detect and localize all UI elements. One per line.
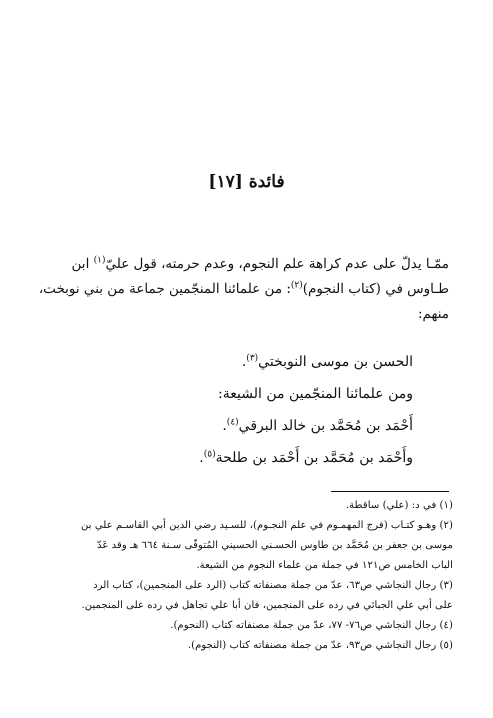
list-item-text: ومن علمائنا المنجّمين من الشيعة: xyxy=(218,386,413,402)
footnote-line: (٤) رجال النجاشي ص٧٦- ٧٧، عدّ من جملة مصنفاته كتاب (النجوم). xyxy=(170,620,453,631)
main-paragraph xyxy=(37,252,449,327)
paragraph-line-2 xyxy=(37,277,449,302)
list-item-tail: . xyxy=(241,354,247,370)
footnote-line: على أبي علي الجبائي في رده على المنجمين، فان أبا علي تجاهل في رده على المنجمين. xyxy=(81,600,453,611)
paragraph-line-3: منهم: xyxy=(417,306,449,322)
list-item xyxy=(33,346,413,378)
list-item xyxy=(33,378,413,410)
footnote-2 xyxy=(33,516,453,576)
footnote-ref-5: (٥) xyxy=(203,449,216,460)
astronomers-list xyxy=(33,346,413,474)
footnote-line: (٣) رجال النجاشي ص٦٣، عدّ من جملة مصنفاته كتاب (الرد على المنجمين)، كتاب الرد xyxy=(93,580,453,591)
footnote-line: الباب الخامس ص١٢١ في جملة من علماء النجوم من الشيعة. xyxy=(196,560,453,571)
footnote-divider xyxy=(331,491,449,492)
page-title: فائدة [١٧] xyxy=(208,172,285,192)
list-item-text: أَحْمَد بن مُحَمَّد بن خالد البرقي xyxy=(238,418,413,434)
list-item-text: وأَحْمَد بن مُحَمَّد بن أَحْمَد بن طلحة xyxy=(215,450,413,466)
footnote-ref-3: (٣) xyxy=(246,353,259,364)
list-item-text: الحسن بن موسى النوبختي xyxy=(258,354,413,370)
footnotes xyxy=(33,496,453,656)
footnote-5 xyxy=(33,636,453,656)
footnote-line: موسى بن جعفر بن مُحَمَّد بن طاوس الحسـني الحسيني المُتوفّى سـنة ٦٦٤ هـ وقد عَدّ xyxy=(97,540,453,551)
list-item xyxy=(33,410,413,442)
footnote-3 xyxy=(33,576,453,616)
paragraph-line-2-text: طـاوس في (كتاب النجوم) xyxy=(302,281,449,297)
footnote-ref-2: (٢) xyxy=(290,280,303,291)
footnote-line: (١) في د: (علي) ساقطة. xyxy=(345,500,453,511)
footnote-line: (٥) رجال النجاشي ص٩٣، عدّ من جملة مصنفاته كتاب (النجوم). xyxy=(187,640,453,651)
footnote-1 xyxy=(33,496,453,516)
paragraph-line-1-text: ممّـا يدلّ على عدم كراهة علم النجوم، وعدم حرمته، قول عليّ xyxy=(105,256,449,272)
list-item-tail: . xyxy=(199,450,204,466)
paragraph-line-1 xyxy=(37,252,449,277)
footnote-ref-1: (١) xyxy=(93,255,106,266)
paragraph-line-2-tail: : من علمائنا المنجّمين جماعة من بني نوبخت، xyxy=(38,281,291,297)
footnote-line: (٢) وهـو كتـاب (فرج المهمـوم في علم النجـوم)، للسـيد رضي الدين أبي القاسـم علي بن xyxy=(80,520,453,531)
paragraph-line-1-tail: ابن xyxy=(71,256,94,272)
footnote-ref-4: (٤) xyxy=(226,417,239,428)
list-item-tail: . xyxy=(222,418,227,434)
footnote-4 xyxy=(33,616,453,636)
list-item xyxy=(33,442,413,474)
